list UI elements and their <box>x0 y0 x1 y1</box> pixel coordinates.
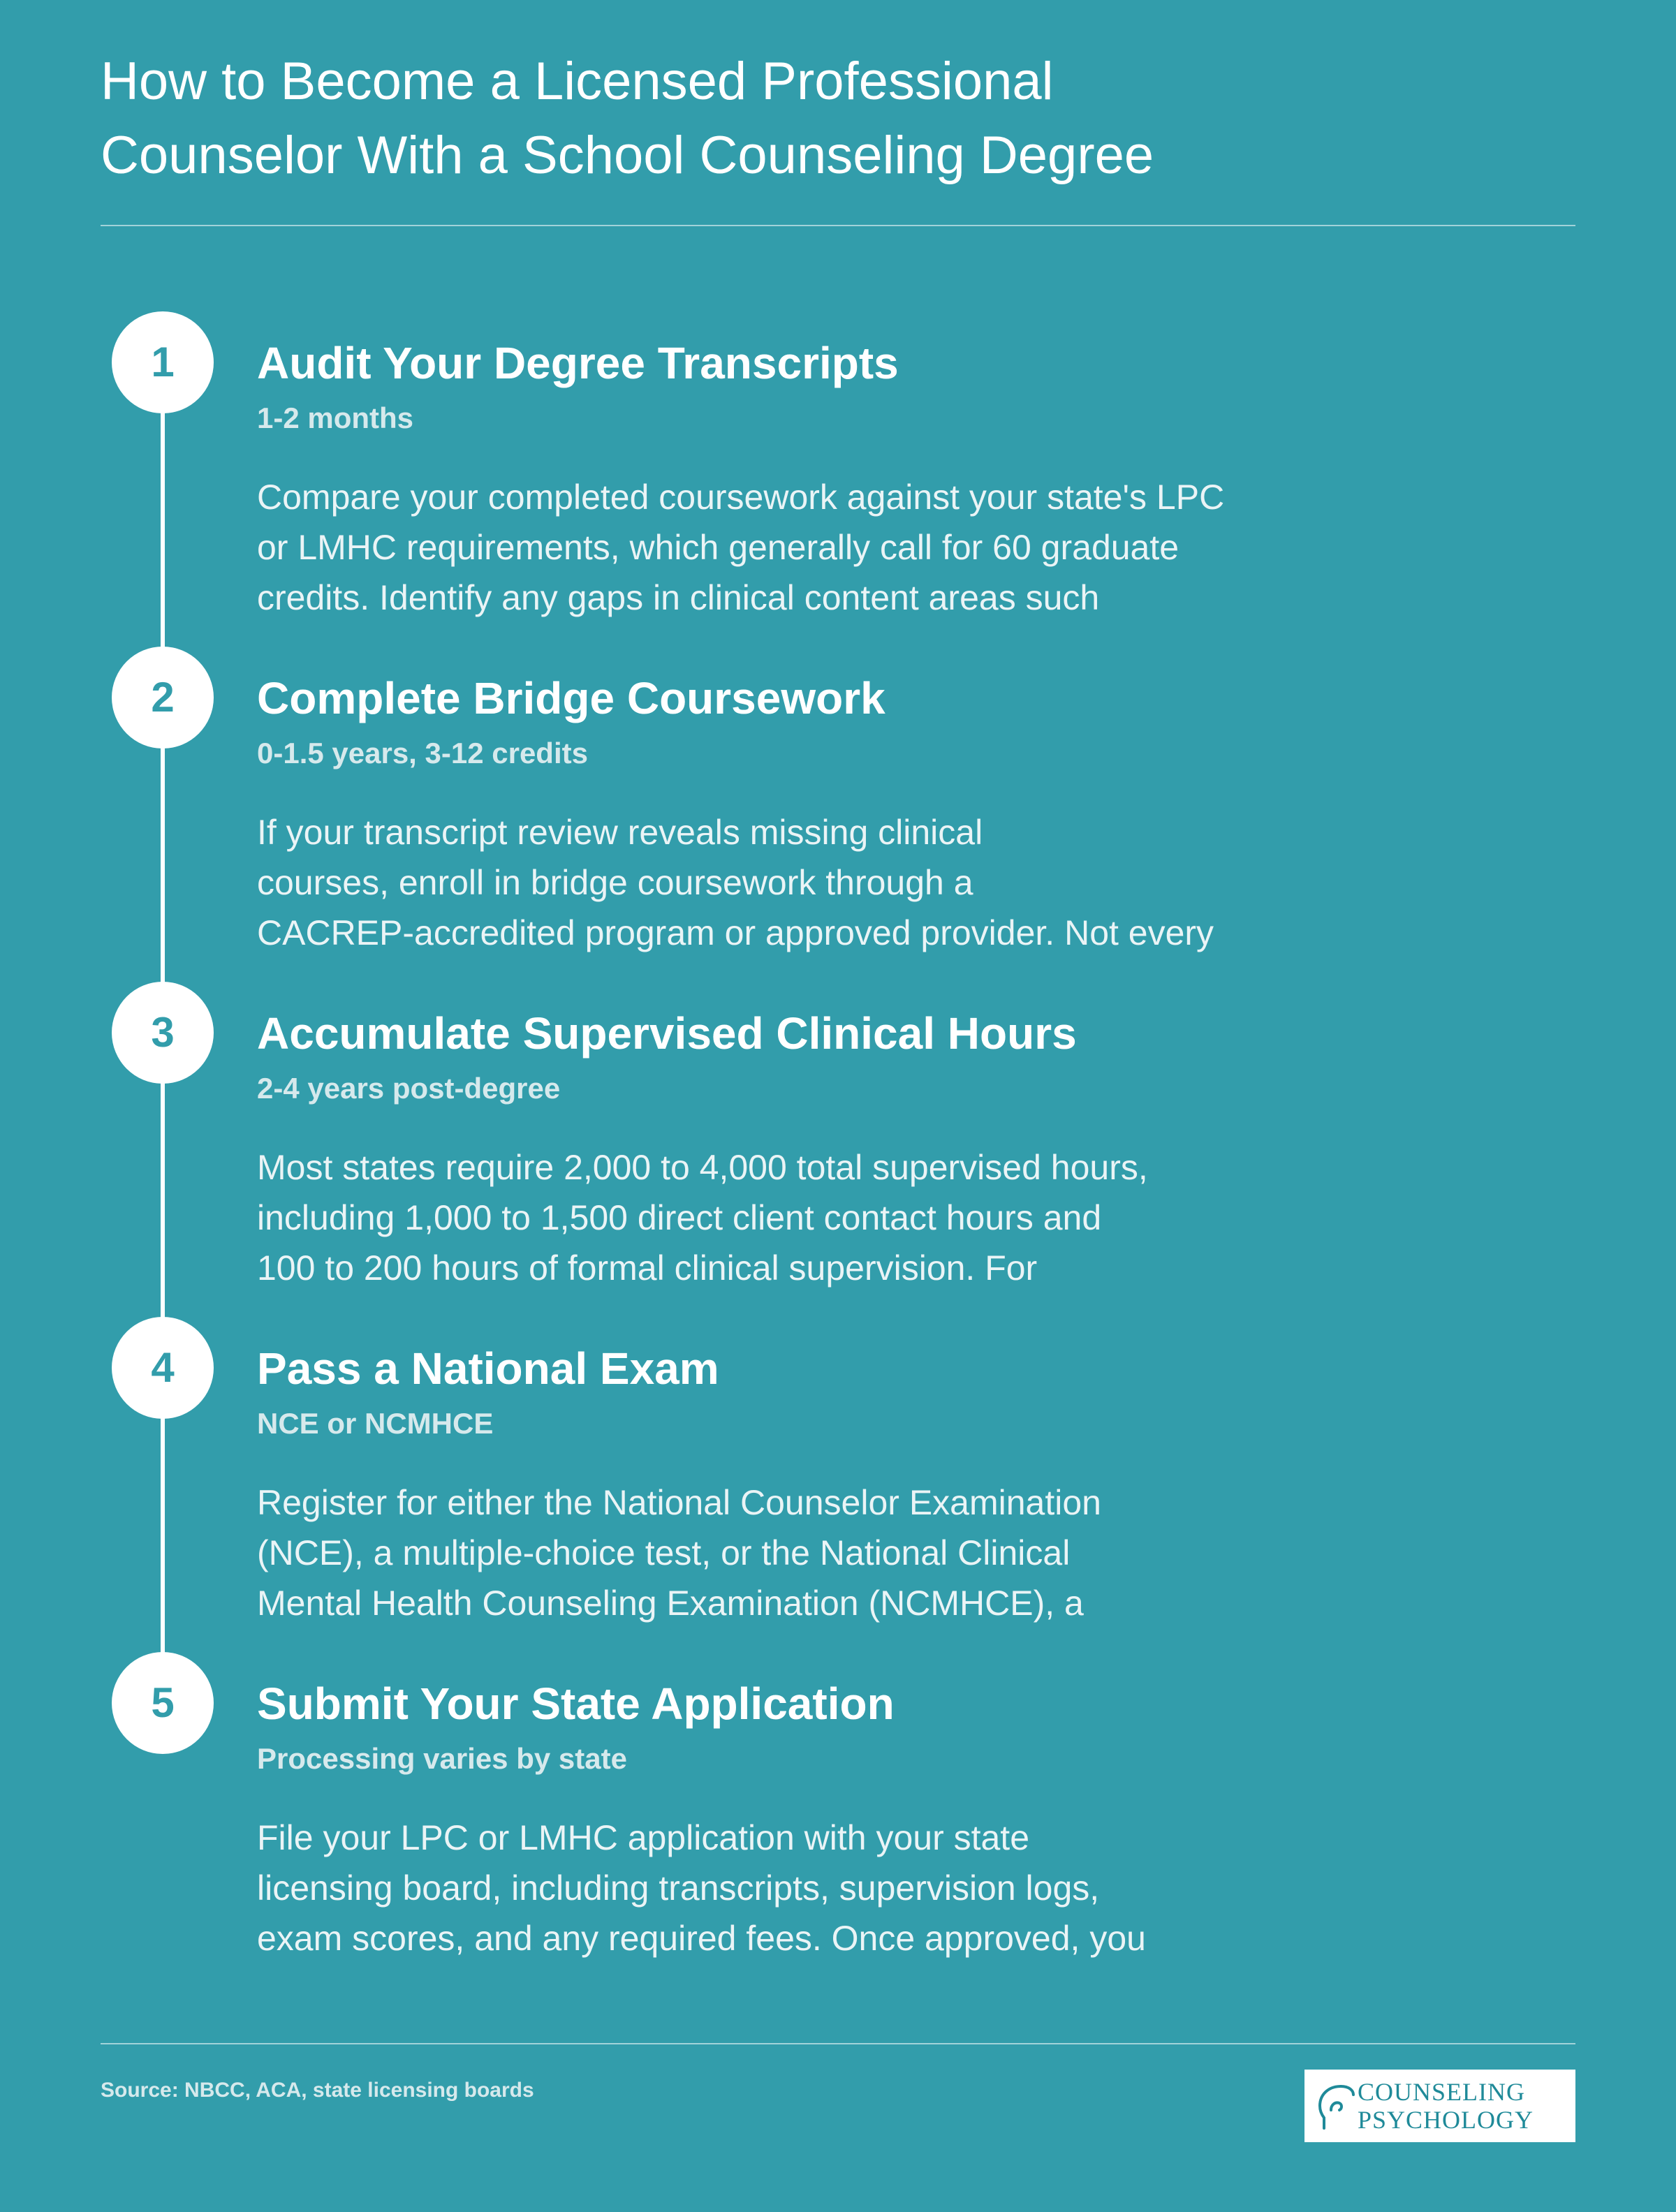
step-4-title: Pass a National Exam <box>257 1343 719 1394</box>
page-title <box>101 45 1497 193</box>
step-1-number-circle: 1 <box>112 311 214 413</box>
step-5-title: Submit Your State Application <box>257 1679 895 1729</box>
step-2-description <box>257 807 1214 958</box>
step-2-number-circle: 2 <box>112 647 214 749</box>
header-divider <box>101 225 1575 226</box>
step-3-number-circle: 3 <box>112 982 214 1084</box>
source-citation: Source: NBCC, ACA, state licensing boards <box>101 2079 534 2102</box>
step-4-description-line: (NCE), a multiple-choice test, or the National Clinical <box>257 1533 1071 1572</box>
step-1-description-line: or LMHC requirements, which generally call for 60 graduate <box>257 528 1179 567</box>
step-1-description-line: credits. Identify any gaps in clinical content areas such <box>257 578 1100 617</box>
step-4-number-circle: 4 <box>112 1317 214 1419</box>
step-4-description-line: Register for either the National Counselor Examination <box>257 1483 1101 1522</box>
step-4-description-line: Mental Health Counseling Examination (NCMHCE), a <box>257 1584 1084 1623</box>
step-3-description <box>257 1142 1148 1293</box>
step-5-number-circle: 5 <box>112 1652 214 1754</box>
step-1-duration: 1-2 months <box>257 401 414 434</box>
step-3-title: Accumulate Supervised Clinical Hours <box>257 1008 1077 1059</box>
step-2-duration: 0-1.5 years, 3-12 credits <box>257 737 588 769</box>
step-4-duration: NCE or NCMHCE <box>257 1407 494 1440</box>
step-5-description-line: File your LPC or LMHC application with your state <box>257 1818 1030 1857</box>
step-3-description-line: including 1,000 to 1,500 direct client contact hours and <box>257 1198 1102 1237</box>
logo-text-psychology: PSYCHOLOGY <box>1358 2106 1534 2134</box>
step-5-duration: Processing varies by state <box>257 1742 627 1775</box>
page-title-line1: How to Become a Licensed Professional <box>101 52 1054 111</box>
step-2-description-line: If your transcript review reveals missing clinical <box>257 813 983 852</box>
step-3-duration: 2-4 years post-degree <box>257 1072 561 1105</box>
page-title-line2: Counselor With a School Counseling Degree <box>101 126 1154 185</box>
step-1-description-line: Compare your completed coursework against your state's LPC <box>257 478 1225 517</box>
step-5-description <box>257 1813 1146 1963</box>
step-2-description-line: courses, enroll in bridge coursework through a <box>257 863 973 902</box>
footer-divider <box>101 2043 1575 2044</box>
logo-text-counseling: COUNSELING <box>1358 2078 1525 2106</box>
step-5-description-line: licensing board, including transcripts, supervision logs, <box>257 1868 1100 1908</box>
step-2-description-line: CACREP-accredited program or approved provider. Not every <box>257 913 1214 952</box>
step-4-description <box>257 1477 1101 1628</box>
counseling-psychology-logo[interactable] <box>1304 2070 1575 2142</box>
step-3-description-line: 100 to 200 hours of formal clinical supervision. For <box>257 1248 1038 1288</box>
step-1-title: Audit Your Degree Transcripts <box>257 338 899 388</box>
step-3-description-line: Most states require 2,000 to 4,000 total supervised hours, <box>257 1148 1148 1187</box>
step-2-title: Complete Bridge Coursework <box>257 673 885 723</box>
step-1-description <box>257 472 1224 623</box>
head-profile-icon <box>1310 2079 1363 2132</box>
step-5-description-line: exam scores, and any required fees. Once approved, you <box>257 1919 1146 1958</box>
